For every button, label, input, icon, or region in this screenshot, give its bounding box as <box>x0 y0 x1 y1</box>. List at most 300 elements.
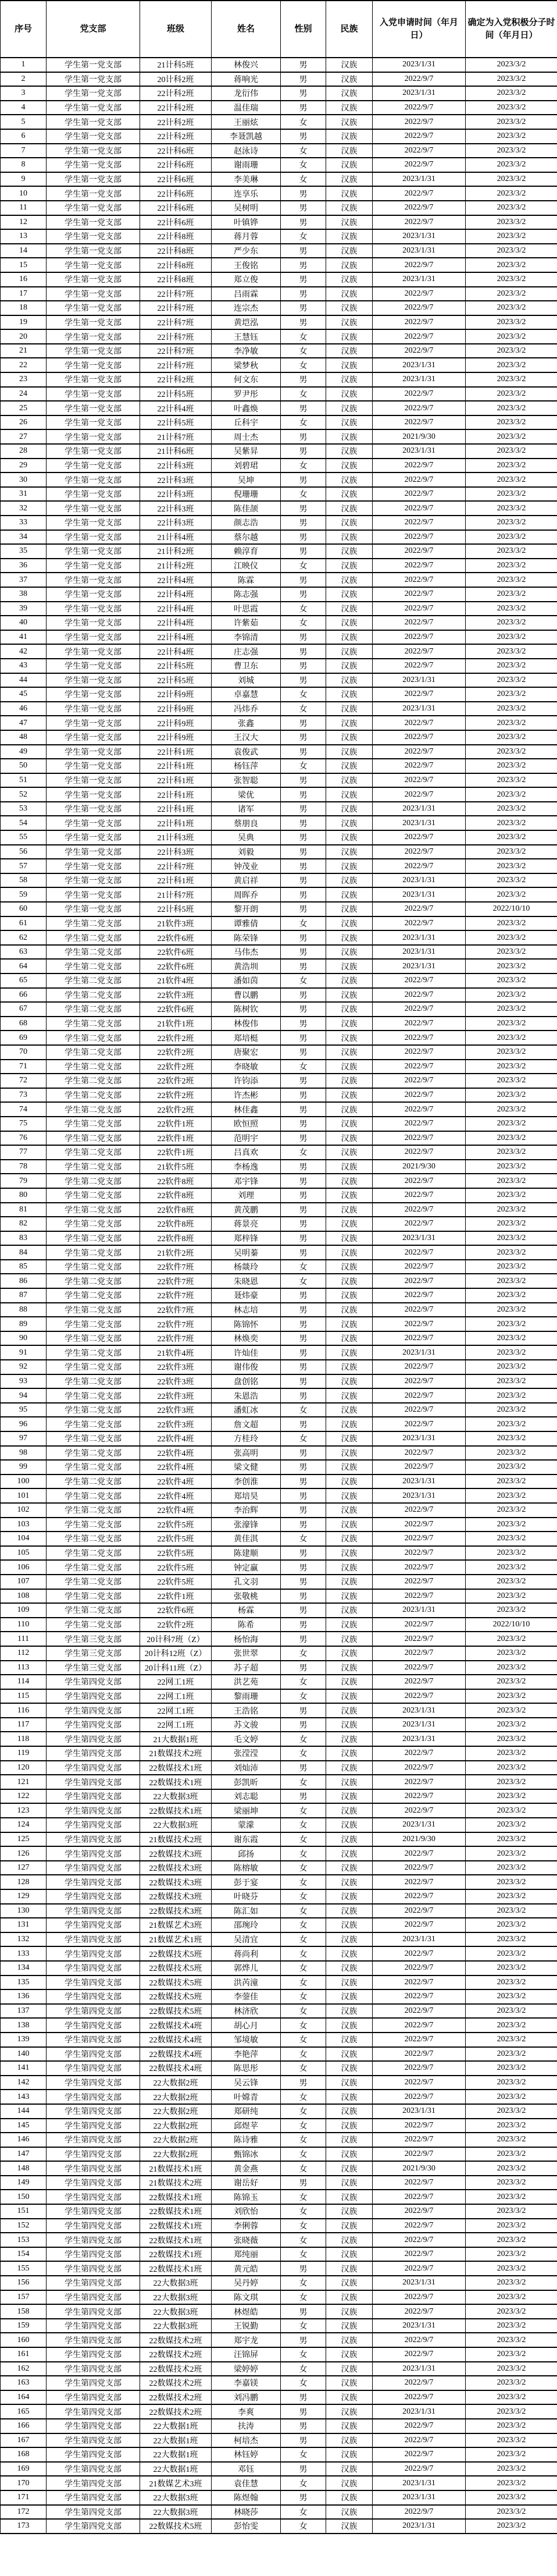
party-branch-cell: 学生第四党支部 <box>47 2190 140 2204</box>
name-cell: 梁婷婷 <box>212 2362 281 2376</box>
ethnicity-cell: 汉族 <box>326 1474 373 1489</box>
table-row <box>1 2161 557 2176</box>
activist-date-cell: 2023/3/2 <box>466 144 557 158</box>
application-date-cell: 2022/9/7 <box>373 1861 466 1875</box>
name-cell: 钟茂业 <box>212 859 281 873</box>
application-date-cell: 2022/9/7 <box>373 1689 466 1704</box>
name-cell: 李嘉镁 <box>212 2376 281 2390</box>
application-date-cell: 2022/9/7 <box>373 1889 466 1904</box>
table-row <box>1 1474 557 1489</box>
name-cell: 王慧钰 <box>212 329 281 344</box>
party-branch-cell: 学生第一党支部 <box>47 902 140 916</box>
ethnicity-cell: 汉族 <box>326 72 373 87</box>
activist-date-cell: 2023/3/2 <box>466 1560 557 1575</box>
roster-body <box>1 58 557 2534</box>
name-cell: 诸军 <box>212 802 281 816</box>
table-row <box>1 2276 557 2290</box>
row-index-cell: 1 <box>1 58 47 72</box>
ethnicity-cell: 汉族 <box>326 1388 373 1403</box>
ethnicity-cell: 汉族 <box>326 2505 373 2520</box>
name-cell: 谢雨珊 <box>212 158 281 172</box>
party-branch-cell: 学生第一党支部 <box>47 887 140 902</box>
class-cell: 22数媒技术4班 <box>140 2018 212 2033</box>
application-date-cell: 2022/9/7 <box>373 1789 466 1804</box>
ethnicity-cell: 汉族 <box>326 2362 373 2376</box>
class-cell: 22大数据3班 <box>140 2290 212 2305</box>
class-cell: 22计科7班 <box>140 301 212 315</box>
application-date-cell: 2022/9/7 <box>373 186 466 201</box>
table-row <box>1 472 557 487</box>
table-row <box>1 2018 557 2033</box>
name-cell: 叶晓芬 <box>212 1889 281 1904</box>
activist-date-cell: 2023/3/2 <box>466 115 557 129</box>
activist-date-cell: 2023/3/2 <box>466 86 557 101</box>
activist-date-cell: 2023/3/2 <box>466 1875 557 1889</box>
application-date-cell: 2022/9/7 <box>373 1002 466 1017</box>
table-row <box>1 2347 557 2362</box>
class-cell: 21计科5班 <box>140 58 212 72</box>
name-cell: 范明宇 <box>212 1131 281 1146</box>
row-index-cell: 107 <box>1 1575 47 1589</box>
row-index-cell: 90 <box>1 1331 47 1346</box>
ethnicity-cell: 汉族 <box>326 644 373 659</box>
class-cell: 22软件5班 <box>140 1546 212 1561</box>
party-branch-cell: 学生第四党支部 <box>47 1832 140 1847</box>
table-row <box>1 429 557 444</box>
column-header-activist-date: 确定为入党积极分子时间（年月日） <box>466 1 557 58</box>
activist-date-cell: 2023/3/2 <box>466 773 557 788</box>
application-date-cell: 2022/9/7 <box>373 2219 466 2233</box>
party-branch-cell: 学生第一党支部 <box>47 673 140 688</box>
name-cell: 叶鑫焕 <box>212 401 281 415</box>
ethnicity-cell: 汉族 <box>326 587 373 602</box>
table-row <box>1 2004 557 2019</box>
party-branch-cell: 学生第一党支部 <box>47 659 140 673</box>
ethnicity-cell: 汉族 <box>326 1017 373 1031</box>
activist-date-cell: 2023/3/2 <box>466 1603 557 1618</box>
row-index-cell: 84 <box>1 1245 47 1260</box>
gender-cell: 男 <box>281 1188 326 1203</box>
ethnicity-cell: 汉族 <box>326 516 373 530</box>
class-cell: 22计科4班 <box>140 602 212 616</box>
table-row <box>1 2219 557 2233</box>
ethnicity-cell: 汉族 <box>326 344 373 358</box>
party-branch-cell: 学生第一党支部 <box>47 72 140 87</box>
party-branch-cell: 学生第二党支部 <box>47 1303 140 1317</box>
table-row <box>1 759 557 773</box>
name-cell: 林焕奕 <box>212 1331 281 1346</box>
activist-date-cell: 2023/3/2 <box>466 859 557 873</box>
party-branch-cell: 学生第一党支部 <box>47 129 140 144</box>
party-branch-cell: 学生第四党支部 <box>47 2047 140 2062</box>
name-cell: 陈建顺 <box>212 1546 281 1561</box>
activist-date-cell: 2023/3/2 <box>466 1932 557 1947</box>
gender-cell: 女 <box>281 2247 326 2262</box>
party-branch-cell: 学生第二党支部 <box>47 1188 140 1203</box>
gender-cell: 男 <box>281 1460 326 1474</box>
gender-cell: 男 <box>281 630 326 645</box>
gender-cell: 男 <box>281 587 326 602</box>
row-index-cell: 117 <box>1 1718 47 1732</box>
application-date-cell: 2022/9/7 <box>373 2076 466 2090</box>
table-row <box>1 1203 557 1217</box>
name-cell: 彭怡雯 <box>212 2519 281 2534</box>
class-cell: 22软件5班 <box>140 1518 212 1532</box>
table-row <box>1 1145 557 1160</box>
name-cell: 郭烨儿 <box>212 1961 281 1975</box>
application-date-cell: 2023/1/31 <box>373 358 466 372</box>
activist-date-cell: 2023/3/2 <box>466 602 557 616</box>
application-date-cell: 2023/1/31 <box>373 172 466 187</box>
ethnicity-cell: 汉族 <box>326 501 373 516</box>
row-index-cell: 143 <box>1 2090 47 2104</box>
gender-cell: 男 <box>281 472 326 487</box>
table-row <box>1 973 557 988</box>
gender-cell: 女 <box>281 1732 326 1746</box>
table-row <box>1 2247 557 2262</box>
application-date-cell: 2022/9/7 <box>373 2390 466 2405</box>
activist-date-cell: 2023/3/2 <box>466 1518 557 1532</box>
activist-date-cell: 2023/3/2 <box>466 2190 557 2204</box>
application-date-cell: 2022/9/7 <box>373 201 466 215</box>
class-cell: 22计科1班 <box>140 802 212 816</box>
gender-cell: 男 <box>281 773 326 788</box>
name-cell: 梁梦秋 <box>212 358 281 372</box>
gender-cell: 女 <box>281 2018 326 2033</box>
gender-cell: 女 <box>281 1875 326 1889</box>
name-cell: 柯培杰 <box>212 2433 281 2448</box>
class-cell: 22软件4班 <box>140 1503 212 1518</box>
ethnicity-cell: 汉族 <box>326 1532 373 1546</box>
ethnicity-cell: 汉族 <box>326 86 373 101</box>
table-row <box>1 602 557 616</box>
table-row <box>1 1503 557 1518</box>
party-branch-cell: 学生第二党支部 <box>47 1503 140 1518</box>
row-index-cell: 141 <box>1 2061 47 2076</box>
activist-date-cell: 2023/3/2 <box>466 1761 557 1775</box>
party-branch-cell: 学生第四党支部 <box>47 1846 140 1861</box>
table-row <box>1 1560 557 1575</box>
class-cell: 22计科7班 <box>140 358 212 372</box>
activist-date-cell: 2023/3/2 <box>466 1245 557 1260</box>
gender-cell: 男 <box>281 429 326 444</box>
row-index-cell: 83 <box>1 1231 47 1246</box>
table-row <box>1 845 557 859</box>
name-cell: 叶镇铧 <box>212 215 281 230</box>
name-cell: 陈霖 <box>212 573 281 587</box>
application-date-cell: 2022/9/7 <box>373 1288 466 1303</box>
name-cell: 许紫茹 <box>212 616 281 630</box>
application-date-cell: 2022/9/7 <box>373 1188 466 1203</box>
class-cell: 21数媒艺术3班 <box>140 1918 212 1932</box>
party-branch-cell: 学生第三党支部 <box>47 1661 140 1675</box>
ethnicity-cell: 汉族 <box>326 773 373 788</box>
row-index-cell: 101 <box>1 1488 47 1503</box>
name-cell: 黄垲泓 <box>212 315 281 330</box>
name-cell: 林煜皓 <box>212 2304 281 2319</box>
gender-cell: 男 <box>281 1388 326 1403</box>
activist-date-cell: 2023/3/2 <box>466 1975 557 1990</box>
table-row <box>1 2390 557 2405</box>
table-row <box>1 2333 557 2347</box>
ethnicity-cell: 汉族 <box>326 1875 373 1889</box>
table-row <box>1 1532 557 1546</box>
application-date-cell: 2022/9/7 <box>373 2304 466 2319</box>
row-index-cell: 5 <box>1 115 47 129</box>
class-cell: 22网工1班 <box>140 1675 212 1689</box>
name-cell: 汪锦屏 <box>212 2347 281 2362</box>
ethnicity-cell: 汉族 <box>326 244 373 258</box>
application-date-cell: 2022/9/7 <box>373 1661 466 1675</box>
ethnicity-cell: 汉族 <box>326 144 373 158</box>
name-cell: 黄元皓 <box>212 2261 281 2276</box>
activist-date-cell: 2023/3/2 <box>466 1803 557 1818</box>
gender-cell: 女 <box>281 1946 326 1961</box>
name-cell: 张濠锋 <box>212 1518 281 1532</box>
class-cell: 22软件1班 <box>140 1589 212 1604</box>
activist-date-cell: 2023/3/2 <box>466 2433 557 2448</box>
ethnicity-cell: 汉族 <box>326 2290 373 2305</box>
name-cell: 王俊铭 <box>212 258 281 272</box>
name-cell: 吴云锋 <box>212 2076 281 2090</box>
row-index-cell: 58 <box>1 873 47 888</box>
party-branch-cell: 学生第四党支部 <box>47 1904 140 1918</box>
table-row <box>1 1661 557 1675</box>
application-date-cell: 2022/9/7 <box>373 2376 466 2390</box>
ethnicity-cell: 汉族 <box>326 229 373 244</box>
row-index-cell: 110 <box>1 1618 47 1632</box>
ethnicity-cell: 汉族 <box>326 444 373 459</box>
activist-date-cell: 2023/3/2 <box>466 930 557 945</box>
activist-date-cell: 2023/3/2 <box>466 544 557 559</box>
party-branch-cell: 学生第一党支部 <box>47 272 140 287</box>
gender-cell: 男 <box>281 1245 326 1260</box>
row-index-cell: 49 <box>1 745 47 759</box>
table-row <box>1 115 557 129</box>
class-cell: 22软件3班 <box>140 1374 212 1389</box>
application-date-cell: 2022/9/7 <box>373 630 466 645</box>
table-row <box>1 816 557 830</box>
class-cell: 22软件3班 <box>140 1388 212 1403</box>
name-cell: 曹以鹏 <box>212 988 281 1003</box>
class-cell: 21数媒技术2班 <box>140 1746 212 1761</box>
name-cell: 洪艺苑 <box>212 1675 281 1689</box>
application-date-cell: 2023/1/31 <box>373 2319 466 2333</box>
activist-date-cell: 2023/3/2 <box>466 1188 557 1203</box>
gender-cell: 女 <box>281 1904 326 1918</box>
party-branch-cell: 学生第一党支部 <box>47 86 140 101</box>
name-cell: 罗尹彤 <box>212 387 281 401</box>
gender-cell: 男 <box>281 1331 326 1346</box>
ethnicity-cell: 汉族 <box>326 2119 373 2133</box>
name-cell: 谭雅倩 <box>212 916 281 931</box>
application-date-cell: 2022/9/7 <box>373 1388 466 1403</box>
activist-date-cell: 2023/3/2 <box>466 1889 557 1904</box>
application-date-cell: 2022/9/7 <box>373 344 466 358</box>
table-row <box>1 630 557 645</box>
table-row <box>1 1417 557 1431</box>
gender-cell: 男 <box>281 1632 326 1646</box>
column-header-class: 班级 <box>140 1 212 58</box>
party-branch-cell: 学生第四党支部 <box>47 1718 140 1732</box>
ethnicity-cell: 汉族 <box>326 702 373 716</box>
party-branch-cell: 学生第二党支部 <box>47 1460 140 1474</box>
ethnicity-cell: 汉族 <box>326 272 373 287</box>
row-index-cell: 26 <box>1 415 47 430</box>
gender-cell: 男 <box>281 1017 326 1031</box>
class-cell: 22大数据2班 <box>140 2147 212 2162</box>
row-index-cell: 152 <box>1 2219 47 2233</box>
gender-cell: 男 <box>281 1174 326 1188</box>
activist-date-cell: 2023/3/2 <box>466 2090 557 2104</box>
row-index-cell: 6 <box>1 129 47 144</box>
gender-cell: 女 <box>281 2033 326 2047</box>
party-branch-cell: 学生第二党支部 <box>47 1331 140 1346</box>
row-index-cell: 168 <box>1 2447 47 2462</box>
gender-cell: 男 <box>281 1518 326 1532</box>
gender-cell: 女 <box>281 2362 326 2376</box>
application-date-cell: 2022/9/7 <box>373 773 466 788</box>
activist-date-cell: 2023/3/2 <box>466 1145 557 1160</box>
class-cell: 22计科9班 <box>140 730 212 745</box>
class-cell: 22软件6班 <box>140 945 212 960</box>
ethnicity-cell: 汉族 <box>326 1403 373 1417</box>
class-cell: 22软件7班 <box>140 1288 212 1303</box>
activist-date-cell: 2023/3/2 <box>466 2219 557 2233</box>
ethnicity-cell: 汉族 <box>326 101 373 115</box>
application-date-cell: 2022/9/7 <box>373 2505 466 2520</box>
ethnicity-cell: 汉族 <box>326 2404 373 2419</box>
table-row <box>1 229 557 244</box>
party-branch-cell: 学生第一党支部 <box>47 344 140 358</box>
activist-date-cell: 2023/3/2 <box>466 2047 557 2062</box>
name-cell: 张鑫 <box>212 716 281 730</box>
ethnicity-cell: 汉族 <box>326 1918 373 1932</box>
table-row <box>1 358 557 372</box>
activist-date-cell: 2023/3/2 <box>466 287 557 301</box>
table-row <box>1 1889 557 1904</box>
ethnicity-cell: 汉族 <box>326 2033 373 2047</box>
application-date-cell: 2022/9/7 <box>373 1460 466 1474</box>
party-branch-cell: 学生第二党支部 <box>47 973 140 988</box>
class-cell: 22计科3班 <box>140 516 212 530</box>
ethnicity-cell: 汉族 <box>326 988 373 1003</box>
row-index-cell: 132 <box>1 1932 47 1947</box>
ethnicity-cell: 汉族 <box>326 916 373 931</box>
ethnicity-cell: 汉族 <box>326 1846 373 1861</box>
table-row <box>1 544 557 559</box>
party-branch-cell: 学生第二党支部 <box>47 1417 140 1431</box>
gender-cell: 男 <box>281 1074 326 1088</box>
table-row <box>1 158 557 172</box>
activist-date-cell: 2023/3/2 <box>466 1575 557 1589</box>
class-cell: 21软件2班 <box>140 1245 212 1260</box>
row-index-cell: 25 <box>1 401 47 415</box>
row-index-cell: 159 <box>1 2319 47 2333</box>
table-row <box>1 1245 557 1260</box>
party-branch-cell: 学生第三党支部 <box>47 1632 140 1646</box>
row-index-cell: 66 <box>1 988 47 1003</box>
activist-date-cell: 2023/3/2 <box>466 158 557 172</box>
name-cell: 陈希 <box>212 1618 281 1632</box>
application-date-cell: 2022/9/7 <box>373 1503 466 1518</box>
class-cell: 21软件4班 <box>140 1345 212 1360</box>
ethnicity-cell: 汉族 <box>326 1575 373 1589</box>
application-date-cell: 2022/9/7 <box>373 830 466 845</box>
row-index-cell: 144 <box>1 2104 47 2119</box>
name-cell: 李爽 <box>212 2404 281 2419</box>
ethnicity-cell: 汉族 <box>326 930 373 945</box>
class-cell: 22计科8班 <box>140 229 212 244</box>
activist-date-cell: 2023/3/2 <box>466 1431 557 1446</box>
application-date-cell: 2023/1/31 <box>373 2362 466 2376</box>
row-index-cell: 40 <box>1 616 47 630</box>
ethnicity-cell: 汉族 <box>326 1145 373 1160</box>
class-cell: 22数媒技术1班 <box>140 2233 212 2247</box>
gender-cell: 女 <box>281 2447 326 2462</box>
name-cell: 李俐蓉 <box>212 2219 281 2233</box>
table-row <box>1 272 557 287</box>
activist-date-cell: 2023/3/2 <box>466 1117 557 1131</box>
party-branch-cell: 学生第四党支部 <box>47 2447 140 2462</box>
ethnicity-cell: 汉族 <box>326 1074 373 1088</box>
application-date-cell: 2022/9/7 <box>373 559 466 573</box>
ethnicity-cell: 汉族 <box>326 2147 373 2162</box>
class-cell: 22数媒技术2班 <box>140 2404 212 2419</box>
party-branch-cell: 学生第一党支部 <box>47 244 140 258</box>
ethnicity-cell: 汉族 <box>326 1975 373 1990</box>
name-cell: 王汉大 <box>212 730 281 745</box>
application-date-cell: 2022/9/7 <box>373 1918 466 1932</box>
gender-cell: 女 <box>281 1274 326 1288</box>
class-cell: 22计科5班 <box>140 659 212 673</box>
column-header-party-branch: 党支部 <box>47 1 140 58</box>
application-date-cell: 2023/1/31 <box>373 816 466 830</box>
row-index-cell: 76 <box>1 1131 47 1146</box>
class-cell: 21计科2班 <box>140 559 212 573</box>
class-cell: 22数媒技术3班 <box>140 1861 212 1875</box>
party-branch-cell: 学生第四党支部 <box>47 2061 140 2076</box>
name-cell: 林济欣 <box>212 2004 281 2019</box>
ethnicity-cell: 汉族 <box>326 429 373 444</box>
row-index-cell: 127 <box>1 1861 47 1875</box>
gender-cell: 女 <box>281 2090 326 2104</box>
row-index-cell: 75 <box>1 1117 47 1131</box>
ethnicity-cell: 汉族 <box>326 301 373 315</box>
row-index-cell: 118 <box>1 1732 47 1746</box>
activist-date-cell: 2023/3/2 <box>466 1589 557 1604</box>
application-date-cell: 2022/9/7 <box>373 1203 466 1217</box>
ethnicity-cell: 汉族 <box>326 1002 373 1017</box>
row-index-cell: 129 <box>1 1889 47 1904</box>
application-date-cell: 2022/9/7 <box>373 1646 466 1661</box>
gender-cell: 男 <box>281 787 326 802</box>
party-branch-cell: 学生第四党支部 <box>47 2319 140 2333</box>
application-date-cell: 2023/1/31 <box>373 229 466 244</box>
row-index-cell: 88 <box>1 1303 47 1317</box>
class-cell: 20计科2班 <box>140 72 212 87</box>
party-branch-cell: 学生第二党支部 <box>47 916 140 931</box>
name-cell: 吴清宜 <box>212 1932 281 1947</box>
ethnicity-cell: 汉族 <box>326 2176 373 2190</box>
application-date-cell: 2022/9/7 <box>373 2233 466 2247</box>
ethnicity-cell: 汉族 <box>326 329 373 344</box>
gender-cell: 女 <box>281 1932 326 1947</box>
ethnicity-cell: 汉族 <box>326 1861 373 1875</box>
name-cell: 刘理 <box>212 1188 281 1203</box>
application-date-cell: 2022/9/7 <box>373 1360 466 1374</box>
table-row <box>1 1689 557 1704</box>
